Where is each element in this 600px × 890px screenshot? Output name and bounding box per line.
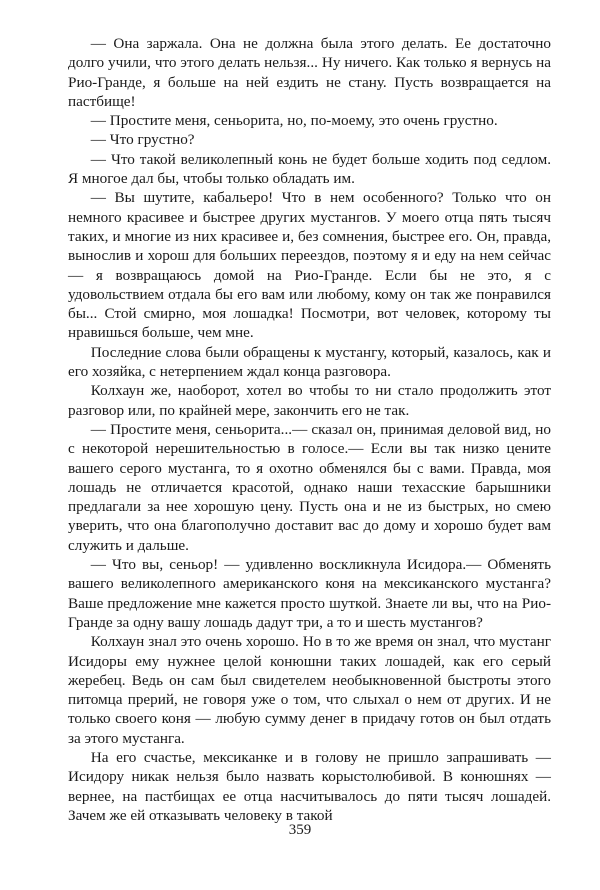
paragraph: — Что грустно? [90, 131, 195, 149]
paragraph: — Что такой великолепный конь не будет больше ходить под седлом. Я многое дал бы, чтобы только обладать им. [68, 150, 551, 188]
paragraph: — Она заржала. Она не должна была этого делать. Ее достаточно долго учили, что этого делать нельзя... Ну ничего. Как только я вернусь на Рио-Гранде, я больше на ней ездить не стану. Пусть возвращается на пастбище! [68, 35, 551, 110]
paragraph: — Вы шутите, кабальеро! Что в нем особенного? Только что он немного красивее и быстрее других мустангов. У моего отца пять тысяч таких, и многие из них красивее и, без сомнения, быстрее его. Он, правда, вынослив и хорош для больших переездов, поэтому я и еду на нем сейчас — я возвращаюсь домой на Рио-Гранде. Если бы не это, я с удовольствием отдала бы его вам или любому, кому он так же понравился бы... Стой смирно, моя лошадка! Посмотри, вот человек, которому ты нравишься больше, чем мне. [68, 189, 551, 342]
page-number: 359 [288, 822, 312, 838]
body-text [68, 34, 551, 825]
paragraph: — Простите меня, сеньорита...— сказал он, принимая деловой вид, но с некоторой нерешительностью в голосе.— Если вы так низко цените вашего серого мустанга, то я охотно обменялся бы с вами. Правда, моя лошадь не отличается красотой, однако наши техасские барышники предлагали за нее хорошую цену. Пусть она и не из быстрых, но смею уверить, что она благополучно доставит вас до дому и хорошо будет вам служить и дальше. [68, 420, 551, 554]
paragraph: Колхаун знал это очень хорошо. Но в то же время он знал, что мустанг Исидоры ему нужнее целой конюшни таких лошадей, как его серый жеребец. Ведь он сам был свидетелем необыкновенной быстроты этого питомца прерий, не говоря уже о том, что слыхал о нем от других. И не только своего коня — любую сумму денег в придачу готов он был отдать за этого мустанга. [68, 633, 551, 747]
paragraph: Последние слова были обращены к мустангу, который, казалось, как и его хозяйка, с нетерпением ждал конца разговора. [68, 343, 551, 381]
paragraph: — Простите меня, сеньорита, но, по-моему, это очень грустно. [90, 112, 498, 130]
paragraph: Колхаун же, наоборот, хотел во чтобы то ни стало продолжить этот разговор или, по крайней мере, закончить его не так. [68, 382, 551, 419]
paragraph: — Что вы, сеньор! — удивленно воскликнула Исидора.— Обменять вашего великолепного американского коня на мексиканского мустанга? Ваше предложение мне кажется просто шуткой. Знаете ли вы, что на Рио-Гранде за одну вашу лошадь дадут три, а то и шесть мустангов? [68, 556, 551, 631]
paragraph: На его счастье, мексиканке и в голову не пришло запрашивать — Исидору никак нельзя было назвать корыстолюбивой. В конюшнях — вернее, на пастбищах ее отца насчитывалось до пяти тысяч лошадей. Зачем же ей отказывать человеку в такой [68, 748, 551, 824]
